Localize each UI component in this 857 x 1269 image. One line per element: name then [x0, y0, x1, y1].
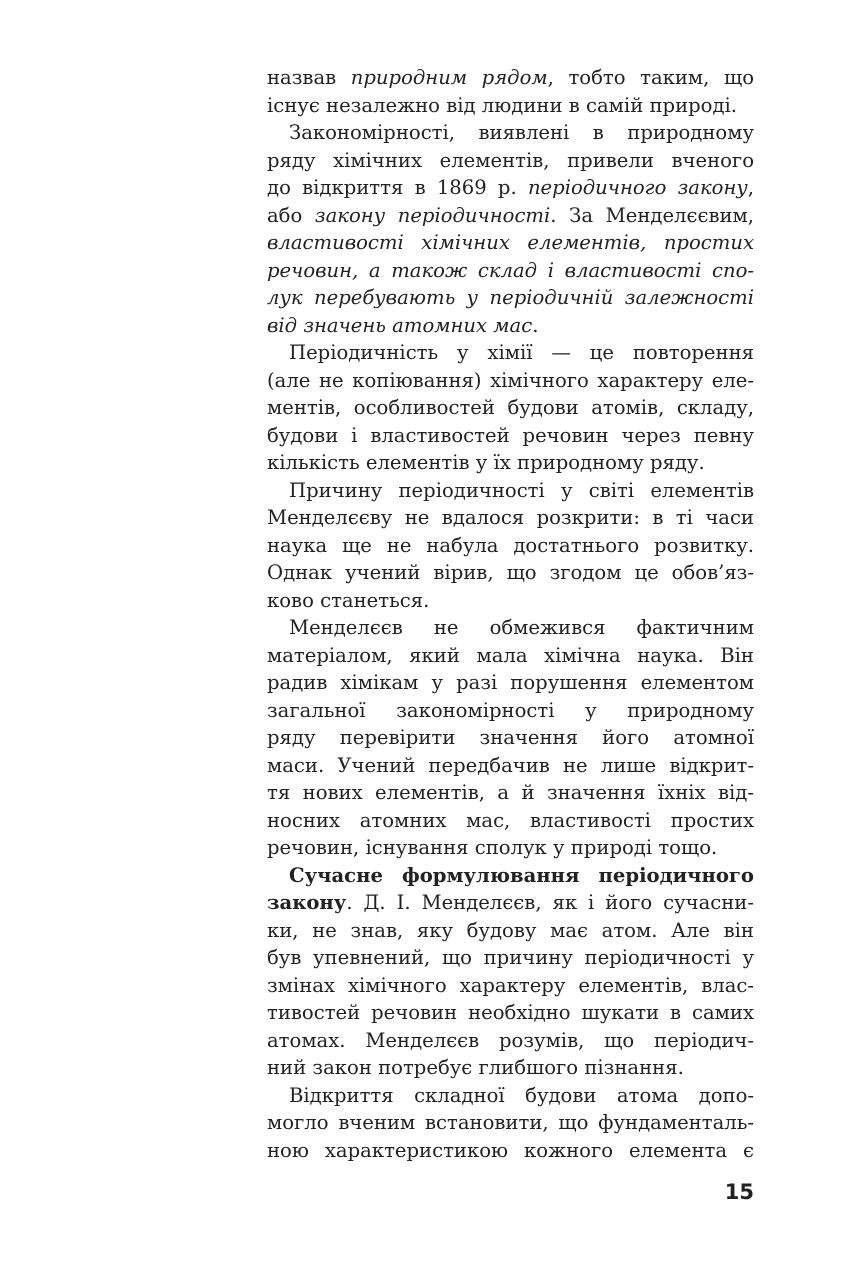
text-run: будови і властивостей речовин через певну: [267, 423, 754, 447]
paragraph-p4: [267, 477, 754, 615]
text-run: існує незалежно від людини в самій природі.: [267, 93, 738, 117]
text-line: [267, 862, 754, 890]
page-body: [267, 64, 754, 1164]
text-line: [267, 614, 754, 642]
text-run: до відкриття в 1869 р.: [267, 176, 528, 199]
text-run: носних атомних мас, властивості простих: [267, 808, 754, 832]
text-run: тя нових елементів, а й значення їхніх від-: [267, 781, 754, 804]
text-line: [267, 504, 754, 532]
text-run: наука ще не набула достатнього розвитку.: [267, 533, 754, 557]
text-line: [267, 257, 754, 285]
paragraph-p2: [267, 119, 754, 339]
bold-text: закону: [267, 891, 347, 914]
text-run: ково станеться.: [267, 588, 430, 612]
text-run: ний закон потребує глибшого пізнання.: [267, 1056, 684, 1079]
text-line: [267, 587, 754, 615]
text-line: [267, 807, 754, 835]
text-line: [267, 532, 754, 560]
text-line: [267, 339, 754, 367]
text-run: атомах. Менделєєв розумів, що періодич-: [267, 1028, 754, 1052]
text-line: [267, 1054, 754, 1082]
italic-text: лук перебувають у періодичній залежності: [267, 286, 754, 309]
text-run: матеріалом, який мала хімічна наука. Він: [267, 643, 754, 667]
text-run: ряду хімічних елементів, привели вченого: [267, 148, 754, 172]
text-line: [267, 92, 754, 120]
text-run: кількість елементів у їх природному ряду.: [267, 451, 705, 474]
text-run: .: [532, 313, 539, 337]
paragraph-p3: [267, 339, 754, 477]
paragraph-p6: [267, 862, 754, 1082]
text-run: ки, не знав, яку будову має атом. Але він: [267, 918, 754, 942]
text-line: [267, 1027, 754, 1055]
italic-text: речовин, а також склад і властивості спо-: [267, 258, 754, 282]
text-line: [267, 559, 754, 587]
italic-text: властивості хімічних елементів, простих: [267, 231, 754, 254]
text-run: Менделєєв не обмежився фактичним: [289, 616, 754, 639]
text-line: [267, 999, 754, 1027]
text-run: радив хімікам у разі порушення елементом: [267, 671, 754, 694]
text-line: [267, 229, 754, 257]
text-run: Періодичність у хімії — це повторення: [289, 341, 754, 364]
text-run: ,: [747, 176, 754, 199]
text-run: був упевнений, що причину періодичності у: [267, 946, 754, 969]
text-line: [267, 284, 754, 312]
paragraph-p7: [267, 1082, 754, 1165]
text-run: Відкриття складної будови атома допо-: [289, 1083, 754, 1107]
text-line: [267, 119, 754, 147]
text-line: [267, 202, 754, 230]
text-line: [267, 1137, 754, 1165]
text-line: [267, 1082, 754, 1110]
text-run: Причину періодичності у світі елементів: [289, 478, 754, 502]
text-line: [267, 64, 754, 92]
text-run: Менделєєву не вдалося розкрити: в ті часи: [267, 506, 754, 529]
text-line: [267, 1109, 754, 1137]
text-line: [267, 889, 754, 917]
text-line: [267, 697, 754, 725]
text-line: [267, 449, 754, 477]
text-line: [267, 174, 754, 202]
text-line: [267, 724, 754, 752]
page-number: 15: [724, 1180, 754, 1204]
text-run: загальної закономірності у природному: [267, 698, 754, 722]
text-line: [267, 147, 754, 175]
text-run: Закономірності, виявлені в природному: [289, 121, 754, 144]
text-line: [267, 779, 754, 807]
text-line: [267, 834, 754, 862]
text-line: [267, 367, 754, 395]
text-run: ментів, особливостей будови атомів, складу,: [267, 396, 754, 419]
paragraph-p1: [267, 64, 754, 119]
text-line: [267, 477, 754, 505]
italic-text: природним рядом: [350, 66, 548, 89]
paragraph-p5: [267, 614, 754, 862]
text-line: [267, 917, 754, 945]
text-run: , тобто таким, що: [547, 66, 754, 89]
text-line: [267, 752, 754, 780]
text-run: тивостей речовин необхідно шукати в самих: [267, 1001, 754, 1024]
italic-text: періодичного закону: [527, 176, 748, 199]
text-run: маси. Учений передбачив не лише відкрит-: [267, 753, 754, 777]
text-run: ною характеристикою кожного елемента є: [267, 1138, 754, 1162]
bold-text: Сучасне формулювання періодичного: [289, 863, 754, 887]
text-run: змінах хімічного характеру елементів, влас-: [267, 973, 754, 997]
text-line: [267, 972, 754, 1000]
text-run: назвав: [267, 66, 351, 89]
text-run: могло вченим встановити, що фундаменталь-: [267, 1111, 754, 1134]
text-run: (але не копіювання) хімічного характеру еле-: [267, 368, 754, 392]
text-run: . Д. І. Менделєєв, як і його сучасни-: [346, 891, 754, 914]
text-run: або: [267, 203, 315, 227]
text-run: речовин, існування сполук у природі тощо.: [267, 836, 718, 859]
text-line: [267, 944, 754, 972]
text-line: [267, 669, 754, 697]
text-run: . За Менделєєвим,: [550, 203, 755, 227]
italic-text: від значень атомних мас: [267, 313, 533, 337]
italic-text: закону періодичності: [314, 203, 551, 227]
text-line: [267, 422, 754, 450]
text-run: ряду перевірити значення його атомної: [267, 726, 754, 749]
text-run: Однак учений вірив, що згодом це обов’яз-: [267, 561, 754, 584]
text-line: [267, 394, 754, 422]
text-line: [267, 312, 754, 340]
text-line: [267, 642, 754, 670]
